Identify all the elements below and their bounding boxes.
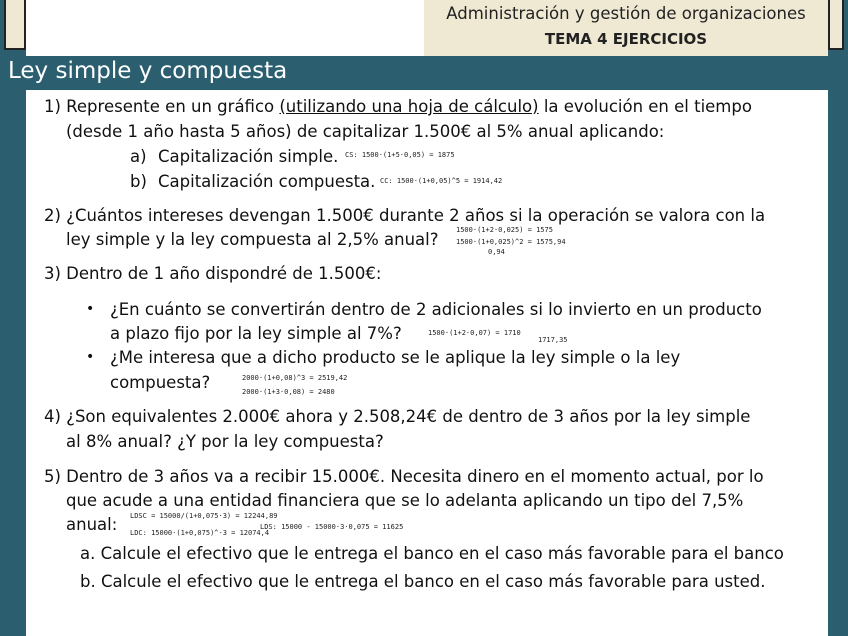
q1-b-marker: b) (130, 172, 147, 191)
q3-bullet2-line2: compuesta? (110, 373, 211, 392)
q1-line1-underlined: (utilizando una hoja de cálculo) (279, 97, 539, 116)
q1-a-marker: a) (130, 147, 147, 166)
q5-b-text: b. Calcule el efectivo que le entrega el banco en el caso más favorable para usted. (80, 572, 766, 591)
q3-line1: 3) Dentro de 1 año dispondré de 1.500€: (44, 264, 382, 283)
q1-line1-start: 1) Represente en un gráfico (44, 97, 280, 116)
q5-a-text: a. Calcule el efectivo que le entrega el banco en el caso más favorable para el banco (80, 544, 784, 563)
slide-header (424, 0, 828, 56)
right-frame-bar (828, 0, 848, 636)
q5-line1: 5) Dentro de 3 años va a recibir 15.000€. Necesita dinero en el momento actual, por lo (44, 467, 764, 486)
q2-line2: ley simple y la ley compuesta al 2,5% anual? (66, 230, 439, 249)
left-tab-decoration (4, 0, 26, 50)
q3-bullet-1: • (86, 301, 95, 317)
handwritten-note-q3a: 1500·(1+2·0,07) = 1710 (428, 329, 521, 337)
left-frame-bar (0, 0, 26, 636)
handwritten-note-q1b: CC: 1500·(1+0,05)^5 = 1914,42 (380, 177, 503, 185)
right-tab-decoration (828, 0, 844, 50)
q1-line2: (desde 1 año hasta 5 años) de capitalizar 1.500€ al 5% anual aplicando: (66, 122, 665, 141)
q3-bullet1-line1: ¿En cuánto se convertirán dentro de 2 adicionales si lo invierto en un producto (110, 300, 762, 319)
q3-bullet1-line2: a plazo fijo por la ley simple al 7%? (110, 324, 402, 343)
q3-bullet2-line1: ¿Me interesa que a dicho producto se le aplique la ley simple o la ley (110, 348, 681, 367)
handwritten-note-q5c: LDS: 15000 - 15000·3·0,075 = 11625 (260, 523, 404, 531)
handwritten-note-q1a: CS: 1500·(1+5·0,05) = 1875 (345, 151, 455, 159)
handwritten-note-q5b: LDC: 15000·(1+0,075)^-3 = 12074,4 (130, 529, 270, 537)
q1-b-text: Capitalización compuesta. (158, 172, 376, 191)
handwritten-note-q5a: LDSC = 15000/(1+0,075·3) = 12244,89 (130, 512, 278, 520)
handwritten-note-q2c: 0,94 (488, 248, 505, 256)
q1-line1 (44, 97, 752, 116)
handwritten-note-q2a: 1500·(1+2·0,025) = 1575 (456, 226, 553, 234)
q4-line2: al 8% anual? ¿Y por la ley compuesta? (66, 432, 384, 451)
topic-title: TEMA 4 EJERCICIOS (544, 30, 708, 48)
course-title: Administración y gestión de organizaciones (446, 4, 806, 23)
q5-line2: que acude a una entidad financiera que se lo adelanta aplicando un tipo del 7,5% (66, 491, 744, 510)
q1-line1-end: la evolución en el tiempo (538, 97, 752, 116)
handwritten-note-q4b: 2000·(1+3·0,08) = 2480 (242, 388, 335, 396)
q5-line3: anual: (66, 515, 118, 534)
handwritten-note-q2b: 1500·(1+0,025)^2 = 1575,94 (456, 238, 566, 246)
q3-bullet-2: • (86, 349, 95, 365)
handwritten-note-q4a: 2000·(1+0,08)^3 = 2519,42 (242, 374, 348, 382)
q4-line1: 4) ¿Son equivalentes 2.000€ ahora y 2.508,24€ de dentro de 3 años por la ley simple (44, 407, 751, 426)
q2-line1: 2) ¿Cuántos intereses devengan 1.500€ durante 2 años si la operación se valora con la (44, 206, 766, 225)
slide-title-bar (0, 56, 828, 90)
handwritten-note-q3b: 1717,35 (538, 336, 568, 344)
q1-a-text: Capitalización simple. (158, 147, 339, 166)
slide-title: Ley simple y compuesta (8, 58, 288, 84)
